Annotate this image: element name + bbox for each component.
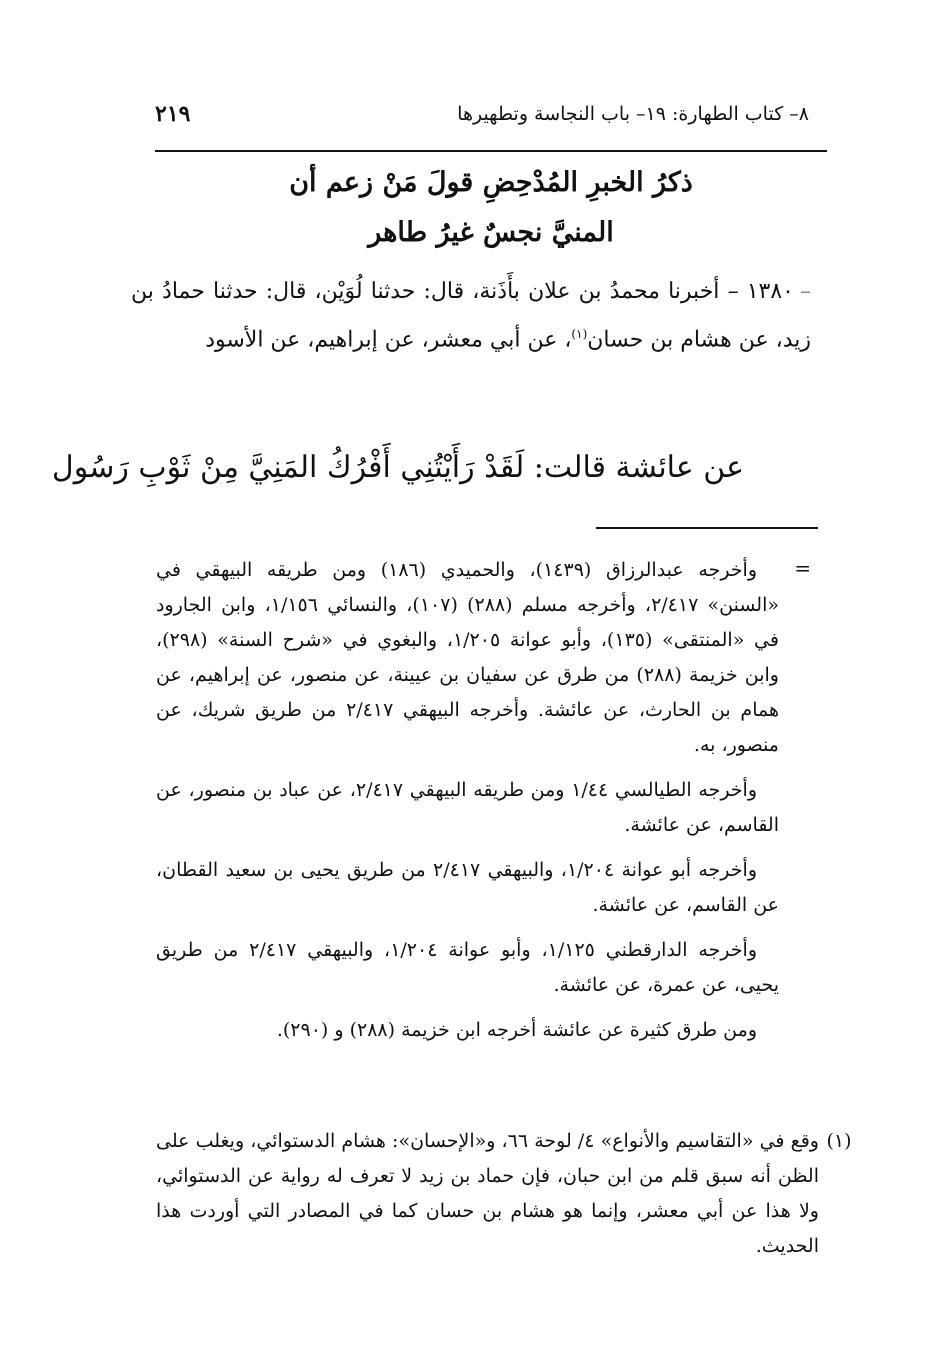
footnote-separator (596, 527, 818, 529)
footnote-text: وقع في «التقاسيم والأنواع» ٤/ لوحة ٦٦، و«الإحسان»: هشام الدستوائي، ويغلب على الظن أنه سبق قلم من ابن حبان، فإن حماد بن زيد لا تعرف له رواية عن الدستوائي، ولا هذا عن أبي معشر، وإنما هو هشام بن حسان كما في المصادر التي أوردت هذا الحديث. (156, 1130, 819, 1257)
page-number: ٢١٩ (155, 101, 191, 127)
note-paragraph: وأخرجه الدارقطني ١/١٢٥، وأبو عوانة ١/٢٠٤، والبيهقي ٢/٤١٧ من طريق يحيى، عن عمرة، عن عائشة. (156, 939, 779, 996)
note-paragraph: وأخرجه الطيالسي ١/٤٤ ومن طريقه البيهقي ٢/٤١٧، عن عباد بن منصور، عن القاسم، عن عائشة. (156, 779, 779, 836)
footnote (156, 1124, 852, 1264)
chapter-title (155, 158, 827, 258)
running-title: ٨– كتاب الطهارة: ١٩– باب النجاسة وتطهيرها (457, 103, 809, 125)
header-rule (155, 150, 827, 152)
isnad-text-1: ١٣٨٠ – أخبرنا محمدُ بن علان بأَذَنة، قال: حدثنا لُوَيْن، قال: حدثنا حمادُ بن زيد، عن هشام بن حسان (131, 279, 811, 353)
running-header (155, 96, 809, 132)
takhrij-notes (156, 553, 779, 1058)
isnad-text-2: ، عن أبي معشر، عن إبراهيم، عن الأسود (205, 327, 572, 353)
chapter-title-line-2: المنيَّ نجسٌ غيرُ طاهر (368, 217, 614, 248)
matn-prefix: عن عائشة قالت: (533, 450, 744, 485)
chapter-title-line-1: ذكرُ الخبرِ المُدْحِضِ قولَ مَنْ زعم أن (289, 167, 693, 198)
hadith-dash: – (800, 279, 811, 304)
note-paragraph: وأخرجه عبدالرزاق (١٤٣٩)، والحميدي (١٨٦) ومن طريقه البيهقي في «السنن» ٢/٤١٧، وأخرجه مسلم (٢٨٨) (١٠٧)، والنسائي ١/١٥٦، وابن الجارود في «المنتقى» (١٣٥)، وأبو عوانة ١/٢٠٥، والبغوي في «شرح السنة» (٢٩٨)، وابن خزيمة (٢٨٨) من طرق عن سفيان بن عيينة، عن منصور، عن إبراهيم، عن همام بن الحارث، عن عائشة. وأخرجه البيهقي ٢/٤١٧ من طريق شريك، عن منصور، به. (156, 559, 779, 756)
footnote-number: (١) (826, 1130, 852, 1152)
note-paragraph: ومن طرق كثيرة عن عائشة أخرجه ابن خزيمة (٢٨٨) و (٢٩٠). (276, 1019, 757, 1041)
continuation-mark: = (794, 556, 811, 580)
hadith-isnad (131, 270, 811, 361)
hadith-matn (51, 443, 744, 493)
footnote-reference[interactable]: (١) (571, 327, 588, 341)
note-paragraph: وأخرجه أبو عوانة ١/٢٠٤، والبيهقي ٢/٤١٧ من طريق يحيى بن سعيد القطان، عن القاسم، عن عائشة. (156, 859, 779, 916)
matn-text: لَقَدْ رَأَيْتُنِي أَفْرُكُ المَنِيَّ مِنْ ثَوْبِ رَسُول (51, 450, 525, 485)
